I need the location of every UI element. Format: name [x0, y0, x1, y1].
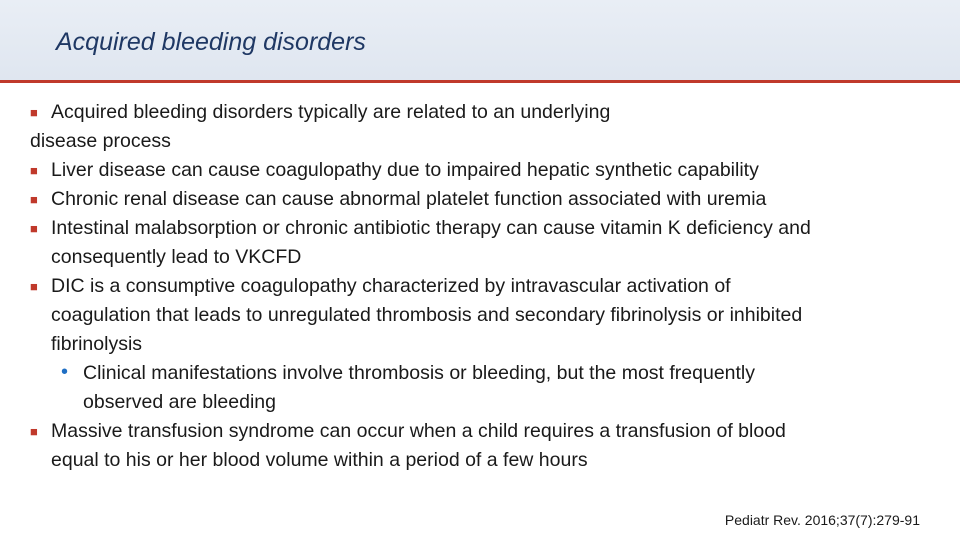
bullet-continuation: [30, 330, 930, 359]
sub-bullet-continuation: [30, 388, 930, 417]
header-divider: [0, 80, 960, 83]
bullet-continuation: [30, 446, 930, 475]
citation: Pediatr Rev. 2016;37(7):279-91: [724, 512, 920, 528]
bullet-text: consequently lead to VKCFD: [51, 246, 302, 268]
square-bullet-icon: ■: [30, 424, 38, 439]
bullet-text: Intestinal malabsorption or chronic antibiotic therapy can cause vitamin K deficiency and: [51, 217, 811, 239]
bullet-text: fibrinolysis: [51, 333, 143, 355]
sub-bullet-text: Clinical manifestations involve thrombosis or bleeding, but the most frequently: [83, 362, 756, 384]
bullet-text: Acquired bleeding disorders typically are related to an underlying: [51, 101, 611, 123]
bullet-text: DIC is a consumptive coagulopathy characterized by intravascular activation of: [51, 275, 731, 297]
slide-body: [30, 98, 930, 475]
bullet-text: Chronic renal disease can cause abnormal platelet function associated with uremia: [51, 188, 767, 210]
bullet-text: coagulation that leads to unregulated thrombosis and secondary fibrinolysis or inhibited: [51, 304, 803, 326]
slide-title: Acquired bleeding disorders: [56, 28, 366, 56]
square-bullet-icon: ■: [30, 105, 38, 120]
bullet-continuation: [30, 301, 930, 330]
bullet-text: Liver disease can cause coagulopathy due to impaired hepatic synthetic capability: [51, 159, 759, 181]
bullet-item: [30, 98, 930, 127]
bullet-item: [30, 156, 930, 185]
sub-bullet-item: [30, 359, 930, 388]
bullet-item: [30, 417, 930, 446]
bullet-text: equal to his or her blood volume within a period of a few hours: [51, 449, 588, 471]
bullet-continuation: [30, 243, 930, 272]
square-bullet-icon: ■: [30, 221, 38, 236]
dot-bullet-icon: •: [61, 361, 69, 383]
bullet-text: Massive transfusion syndrome can occur when a child requires a transfusion of blood: [51, 420, 786, 442]
square-bullet-icon: ■: [30, 192, 38, 207]
square-bullet-icon: ■: [30, 163, 38, 178]
bullet-continuation: [30, 127, 930, 156]
bullet-item: [30, 214, 930, 243]
square-bullet-icon: ■: [30, 279, 38, 294]
bullet-text: disease process: [30, 130, 171, 152]
sub-bullet-text: observed are bleeding: [83, 391, 276, 413]
bullet-item: [30, 185, 930, 214]
bullet-item: [30, 272, 930, 301]
